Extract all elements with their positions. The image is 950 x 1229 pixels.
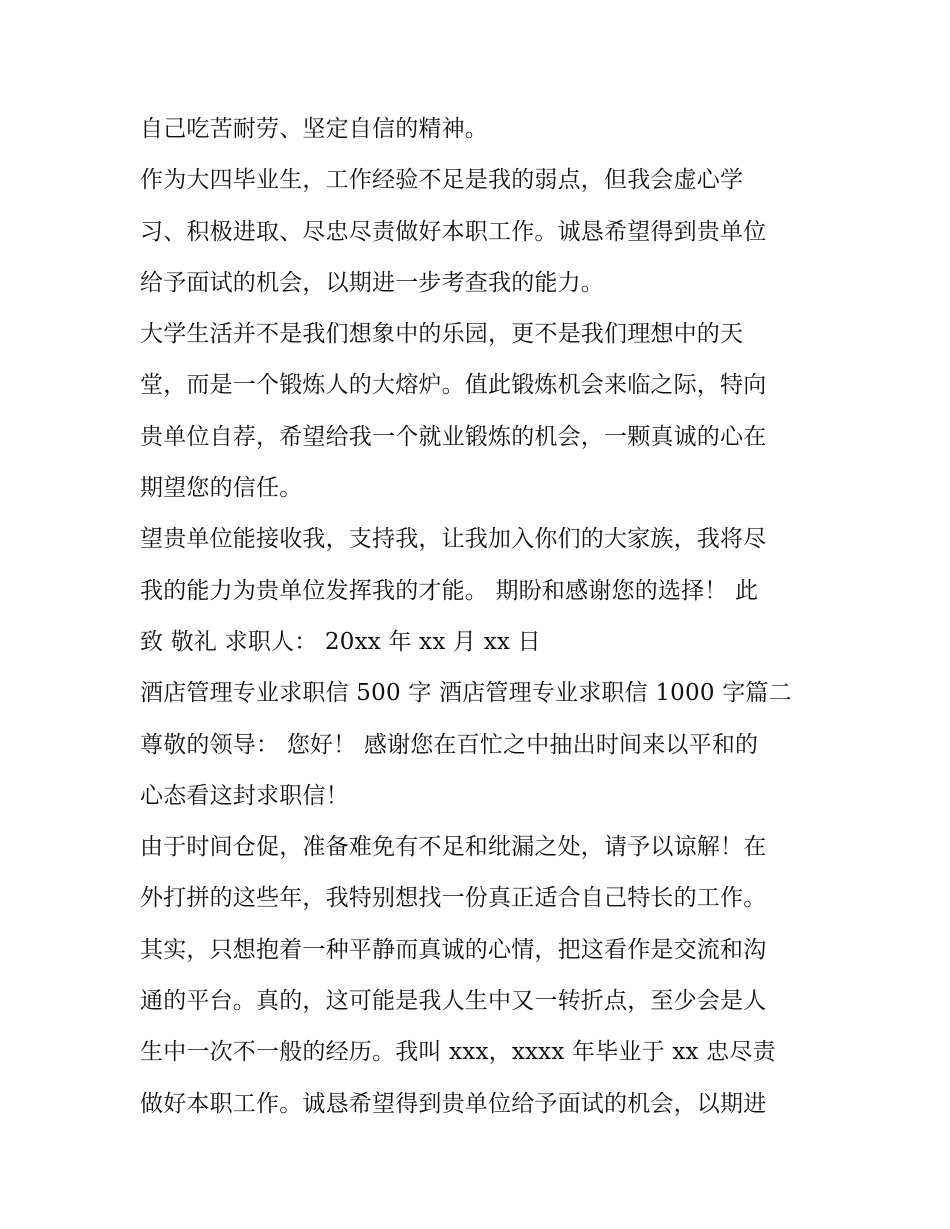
- text-line: 习、积极进取、尽忠尽责做好本职工作。诚恳希望得到贵单位: [140, 218, 767, 245]
- text-line: 做好本职工作。诚恳希望得到贵单位给予面试的机会，以期进: [140, 1090, 767, 1117]
- text-line: 尊敬的领导： 您好！ 感谢您在百忙之中抽出时间来以平和的: [140, 731, 759, 758]
- text-line: 生中一次不一般的经历。我叫 xxx，xxxx 年毕业于 xx 忠尽责: [140, 1039, 776, 1066]
- text-line: 致 敬礼 求职人： 20xx 年 xx 月 xx 日: [140, 628, 541, 655]
- text-line: 心态看这封求职信！: [140, 782, 349, 809]
- text-line: 大学生活并不是我们想象中的乐园，更不是我们理想中的天: [140, 321, 744, 348]
- text-line: 望贵单位能接收我，支持我，让我加入你们的大家族，我将尽: [140, 526, 767, 553]
- text-line: 期望您的信任。: [140, 475, 303, 502]
- text-line: 自己吃苦耐劳、坚定自信的精神。: [140, 116, 488, 142]
- text-line: 作为大四毕业生，工作经验不足是我的弱点，但我会虚心学: [140, 167, 744, 194]
- text-line: 通的平台。真的，这可能是我人生中又一转折点，至少会是人: [140, 988, 767, 1015]
- text-line: 其实，只想抱着一种平静而真诚的心情，把这看作是交流和沟: [140, 936, 767, 963]
- text-line: 堂，而是一个锻炼人的大熔炉。值此锻炼机会来临之际，特向: [140, 372, 767, 399]
- text-line: 贵单位自荐，希望给我一个就业锻炼的机会，一颗真诚的心在: [140, 423, 767, 450]
- text-line: 我的能力为贵单位发挥我的才能。 期盼和感谢您的选择！ 此: [140, 577, 759, 604]
- text-line: 外打拼的这些年，我特别想找一份真正适合自己特长的工作。: [140, 885, 767, 912]
- text-line: 给予面试的机会，以期进一步考查我的能力。: [140, 269, 604, 296]
- text-line: 由于时间仓促，准备难免有不足和纰漏之处，请予以谅解！在: [140, 834, 767, 861]
- text-line: 酒店管理专业求职信 500 字 酒店管理专业求职信 1000 字篇二: [140, 680, 792, 707]
- document-body: [140, 104, 820, 1130]
